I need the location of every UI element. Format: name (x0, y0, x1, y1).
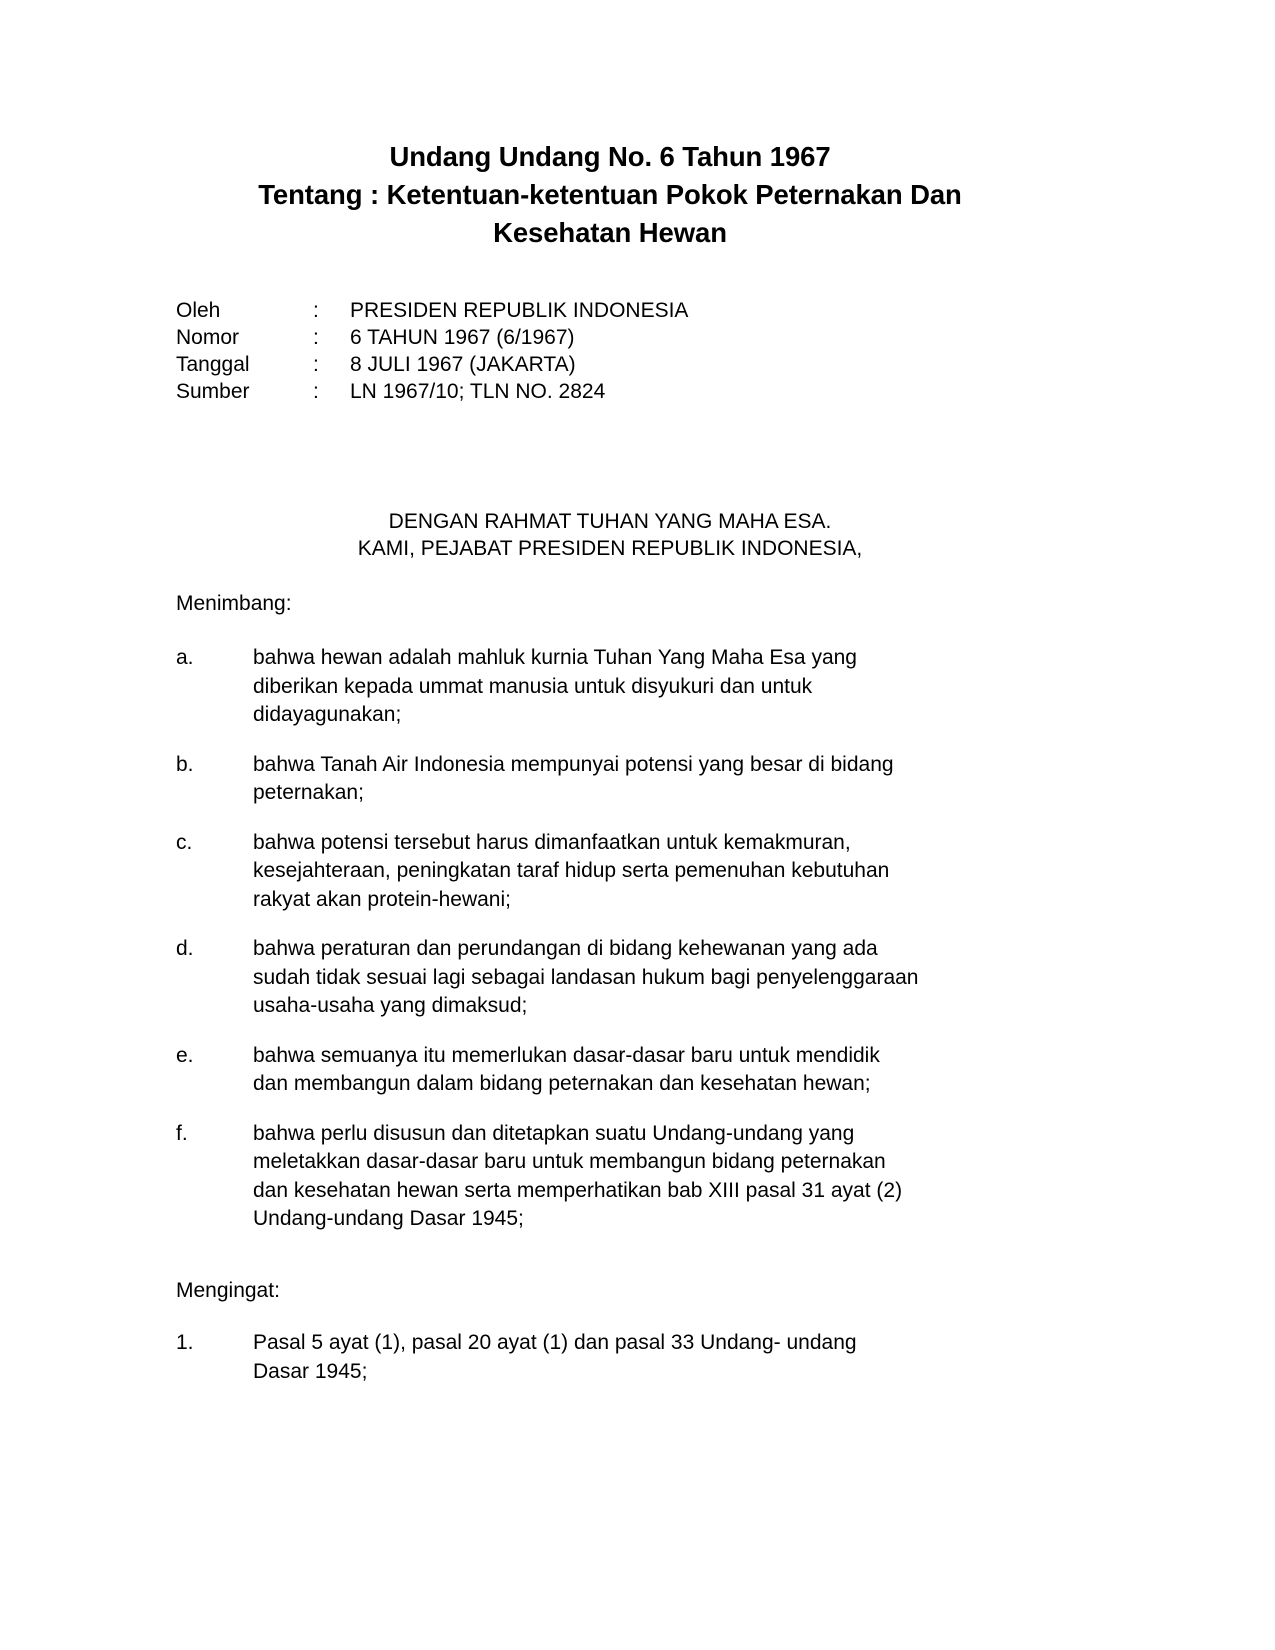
menimbang-item (176, 1120, 1056, 1234)
mengingat-list (176, 1329, 1056, 1386)
preamble (170, 508, 1050, 562)
menimbang-item-marker: a. (176, 646, 194, 669)
metadata-label: Nomor (176, 326, 240, 349)
menimbang-item-line: dan membangun dalam bidang peternakan dan kesehatan hewan; (253, 1072, 871, 1095)
metadata-colon: : (313, 326, 319, 349)
menimbang-item (176, 1042, 1056, 1099)
menimbang-item-text (253, 935, 1056, 1021)
metadata-row-tanggal (176, 351, 896, 378)
menimbang-item-text (253, 751, 1056, 808)
menimbang-item-line: rakyat akan protein-hewani; (253, 887, 511, 911)
metadata-colon: : (313, 299, 319, 322)
metadata-label: Sumber (176, 380, 250, 403)
menimbang-item-line: usaha-usaha yang dimaksud; (253, 994, 528, 1017)
menimbang-item-marker: c. (176, 830, 193, 854)
menimbang-item-line: bahwa semuanya itu memerlukan dasar-dasar baru untuk mendidik (253, 1043, 880, 1067)
metadata-value: 8 JULI 1967 (JAKARTA) (350, 353, 576, 376)
document-metadata (176, 297, 896, 405)
menimbang-item-line: meletakkan dasar-dasar baru untuk membangun bidang peternakan (253, 1150, 886, 1173)
mengingat-item-line: Dasar 1945; (253, 1359, 368, 1383)
menimbang-item-line: peternakan; (253, 781, 364, 804)
title-line-3: Kesehatan Hewan (493, 217, 727, 248)
menimbang-item-text (253, 1042, 1056, 1099)
preamble-line-1: DENGAN RAHMAT TUHAN YANG MAHA ESA. (388, 510, 832, 533)
menimbang-item (176, 935, 1056, 1021)
menimbang-item-line: dan kesehatan hewan serta memperhatikan bab XIII pasal 31 ayat (2) (253, 1178, 903, 1202)
mengingat-item-line: Pasal 5 ayat (1), pasal 20 ayat (1) dan pasal 33 Undang- undang (253, 1331, 857, 1354)
mengingat-heading: Mengingat: (176, 1279, 280, 1302)
metadata-colon: : (313, 353, 319, 376)
menimbang-item-text (253, 1120, 1056, 1234)
preamble-line-2: KAMI, PEJABAT PRESIDEN REPUBLIK INDONESIA, (357, 537, 863, 560)
metadata-row-nomor (176, 324, 896, 351)
menimbang-item (176, 644, 1056, 730)
page-title (170, 138, 1050, 252)
menimbang-item-line: sudah tidak sesuai lagi sebagai landasan hukum bagi penyelenggaraan (253, 965, 919, 989)
menimbang-item-text (253, 644, 1056, 730)
menimbang-item-line: bahwa hewan adalah mahluk kurnia Tuhan Yang Maha Esa yang (253, 646, 857, 669)
menimbang-item-line: diberikan kepada ummat manusia untuk disyukuri dan untuk (253, 674, 813, 698)
menimbang-item-line: bahwa perlu disusun dan ditetapkan suatu Undang-undang yang (253, 1121, 855, 1145)
mengingat-item-text (253, 1329, 1056, 1386)
metadata-colon: : (313, 380, 319, 403)
menimbang-item-line: bahwa potensi tersebut harus dimanfaatkan untuk kemakmuran, (253, 830, 851, 854)
menimbang-item-text (253, 829, 1056, 915)
metadata-label: Tanggal (176, 353, 250, 376)
menimbang-heading: Menimbang: (176, 592, 292, 615)
title-line-1: Undang Undang No. 6 Tahun 1967 (389, 141, 831, 172)
menimbang-item-marker: d. (176, 937, 194, 960)
menimbang-item-marker: f. (176, 1121, 188, 1145)
mengingat-item-marker: 1. (176, 1331, 194, 1354)
menimbang-item (176, 829, 1056, 915)
menimbang-item-line: bahwa Tanah Air Indonesia mempunyai potensi yang besar di bidang (253, 752, 894, 776)
metadata-row-sumber (176, 378, 896, 405)
metadata-value: LN 1967/10; TLN NO. 2824 (350, 380, 606, 403)
metadata-value: 6 TAHUN 1967 (6/1967) (350, 326, 575, 349)
menimbang-item-marker: e. (176, 1043, 194, 1067)
menimbang-item-line: bahwa peraturan dan perundangan di bidang kehewanan yang ada (253, 937, 878, 960)
metadata-label: Oleh (176, 299, 221, 322)
menimbang-item-marker: b. (176, 752, 194, 776)
menimbang-item-line: didayagunakan; (253, 703, 402, 726)
menimbang-list (176, 644, 1056, 1234)
title-line-2: Tentang : Ketentuan-ketentuan Pokok Peternakan Dan (258, 179, 962, 210)
metadata-row-oleh (176, 297, 896, 324)
menimbang-item-line: kesejahteraan, peningkatan taraf hidup serta pemenuhan kebutuhan (253, 859, 890, 882)
metadata-value: PRESIDEN REPUBLIK INDONESIA (350, 299, 689, 322)
mengingat-item (176, 1329, 1056, 1386)
menimbang-item-line: Undang-undang Dasar 1945; (253, 1207, 524, 1230)
menimbang-item (176, 751, 1056, 808)
